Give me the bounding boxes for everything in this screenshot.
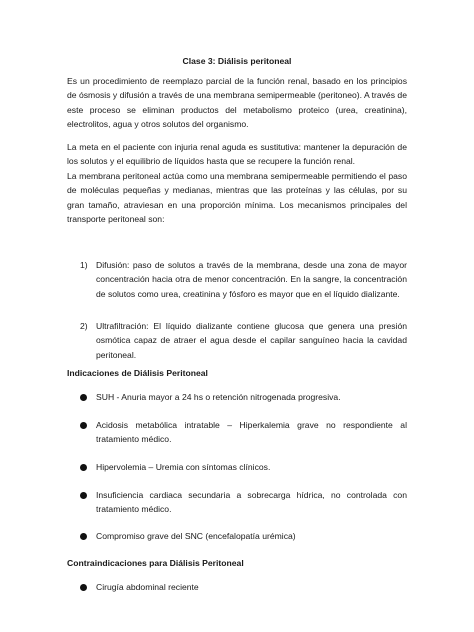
paragraph-membrane: La membrana peritoneal actúa como una membrana semipermeable permitiendo el paso de moléculas pequeñas y medianas, mientras que las proteínas y las células, por su gran tamaño, atraviesan en una proporción mínima. Los mecanismos principales del transporte peritoneal son: xyxy=(67,171,407,225)
list-item: Hipervolemia – Uremia con síntomas clínicos. xyxy=(67,460,407,474)
list-item: Insuficiencia cardiaca secundaria a sobrecarga hídrica, no controlada con tratamiento médico. xyxy=(67,488,407,517)
paragraph-definition: Es un procedimiento de reemplazo parcial de la función renal, basado en los principios de ósmosis y difusión a través de una membrana semipermeable (peritoneo). A través de este proceso se eliminan productos del metabolismo proteico (urea, creatinina), electrolitos, agua y otros solutos del organismo. xyxy=(67,76,407,130)
bullet-icon xyxy=(80,584,87,591)
contraindications-list xyxy=(67,0,407,632)
mechanism-number: 2) xyxy=(80,321,88,331)
mechanism-text: Difusión: paso de solutos a través de la membrana, desde una zona de mayor concentración hacia otra de menor concentración. En la sangre, la concentración de solutos como urea, creatinina y fósforo es mayor que en el líquido dializante. xyxy=(96,260,407,299)
contraindications-heading: Contraindicaciones para Diálisis Peritoneal xyxy=(67,558,244,568)
list-item: Acidosis metabólica intratable – Hiperkalemia grave no respondiente al tratamiento médico. xyxy=(67,418,407,447)
list-item: Cirugía abdominal reciente xyxy=(67,580,407,594)
indications-heading: Indicaciones de Diálisis Peritoneal xyxy=(67,368,208,378)
mechanism-number: 1) xyxy=(80,260,88,270)
document-title: Clase 3: Diálisis peritoneal xyxy=(182,56,292,66)
list-item: Compromiso grave del SNC (encefalopatía urémica) xyxy=(67,529,407,543)
mechanism-text: Ultrafiltración: El líquido dializante contiene glucosa que genera una presión osmótica capaz de atraer el agua desde el capilar sanguíneo hacia la cavidad peritoneal. xyxy=(96,321,407,360)
paragraph-goal: La meta en el paciente con injuria renal aguda es sustitutiva: mantener la depuración de los solutos y el equilibrio de líquidos hasta que se recupere la función renal. xyxy=(67,142,407,167)
list-item: SUH - Anuria mayor a 24 hs o retención nitrogenada progresiva. xyxy=(67,390,407,404)
